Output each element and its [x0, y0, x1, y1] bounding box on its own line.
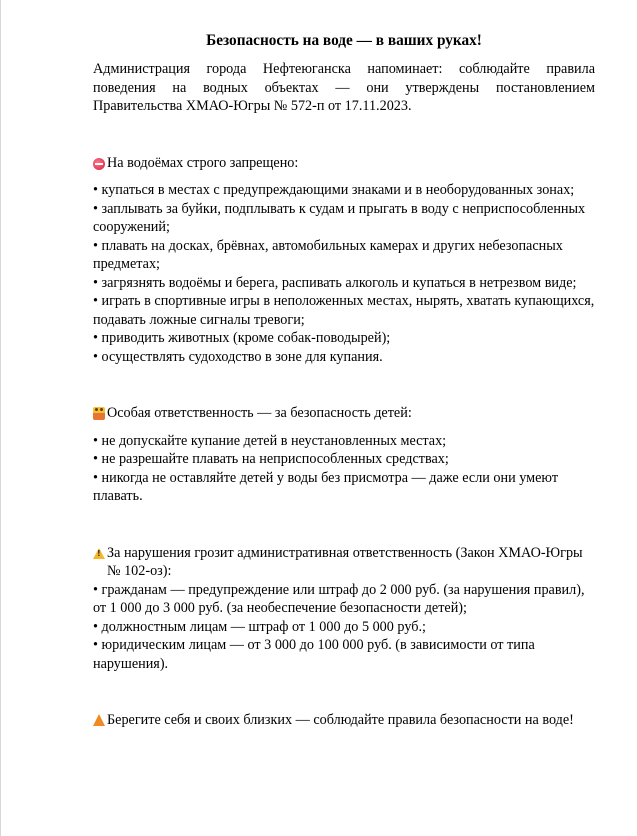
list-item: • осуществлять судоходство в зоне для купания.: [93, 348, 383, 365]
closing-section: [93, 711, 595, 730]
no-entry-icon: [93, 158, 105, 170]
closing-line: [93, 711, 595, 730]
list-item: • не разрешайте плавать на неприспособленных средствах;: [93, 451, 449, 467]
list-item: • никогда не оставляйте детей у воды без присмотра — даже если они умеют плавать.: [93, 469, 559, 504]
list-item: • играть в спортивные игры в неположенных местах, нырять, хватать купающихся, подавать ложные сигналы тревоги;: [93, 293, 595, 328]
list-item: • гражданам — предупреждение или штраф до 2 000 руб. (за нарушения правил), от 1 000 до 3 000 руб. (за необеспечение безопасности детей);: [93, 581, 585, 616]
children-heading-text: Особая ответственность — за безопасность детей:: [107, 405, 412, 421]
penalties-list: [93, 581, 595, 674]
caution-cone-icon: [93, 714, 105, 726]
document-title: Безопасность на воде — в ваших руках!: [206, 32, 482, 49]
prohibited-section: [93, 154, 595, 367]
list-item: • приводить животных (кроме собак-поводырей);: [93, 330, 391, 346]
penalties-heading: [93, 544, 595, 581]
prohibited-heading: [93, 154, 595, 173]
children-section: [93, 404, 595, 506]
penalties-heading-text: За нарушения грозит административная ответственность (Закон ХМАО-Югры № 102-оз):: [107, 544, 583, 579]
warning-icon: [93, 548, 105, 559]
penalties-section: [93, 544, 595, 674]
list-item: • юридическим лицам — от 3 000 до 100 000 руб. (в зависимости от типа нарушения).: [93, 637, 535, 672]
closing-text: Берегите себя и своих близких — соблюдайте правила безопасности на воде!: [107, 712, 574, 728]
children-list: [93, 432, 595, 506]
document-body: [93, 30, 595, 730]
list-item: • купаться в местах с предупреждающими знаками и в необорудованных зонах;: [93, 182, 575, 198]
list-item: • плавать на досках, брёвнах, автомобильных камерах и других небезопасных предметах;: [93, 237, 563, 272]
list-item: • загрязнять водоёмы и берега, распивать алкоголь и купаться в нетрезвом виде;: [93, 274, 577, 291]
list-item: • должностным лицам — штраф от 1 000 до 5 000 руб.;: [93, 618, 426, 635]
prohibited-list: [93, 181, 595, 366]
list-item: • заплывать за буйки, подплывать к судам и прыгать в воду с неприспособленных сооружений;: [93, 200, 586, 235]
prohibited-heading-text: На водоёмах строго запрещено:: [107, 154, 299, 171]
children-icon: [93, 407, 105, 420]
children-heading: [93, 404, 595, 423]
intro-paragraph: Администрация города Нефтеюганска напоминает: соблюдайте правила поведения на водных объектах — они утверждены постановлением Правительства ХМАО-Югры № 572-п от 17.11.2023.: [93, 61, 595, 114]
list-item: • не допускайте купание детей в неустановленных местах;: [93, 432, 447, 449]
